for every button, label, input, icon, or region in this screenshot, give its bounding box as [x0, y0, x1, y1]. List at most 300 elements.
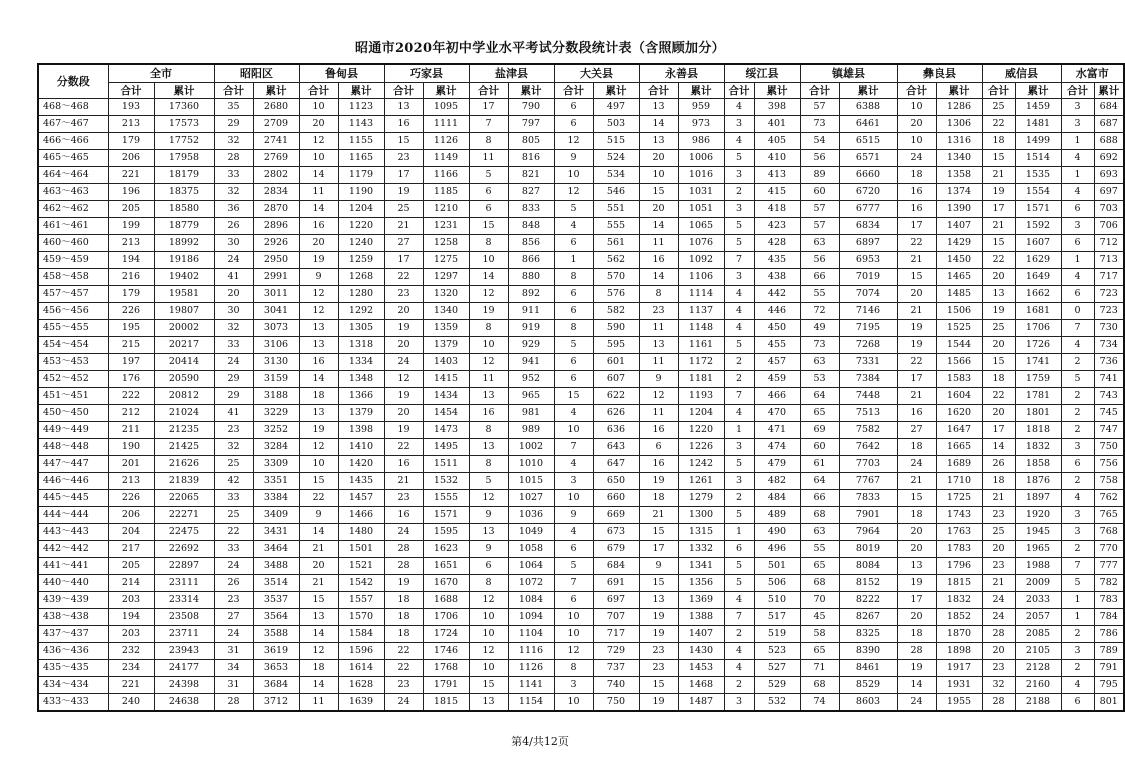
cumulative-cell: 643	[593, 439, 639, 456]
count-cell: 15	[639, 184, 678, 201]
column-header-cumulative: 累计	[936, 83, 982, 99]
count-cell: 56	[800, 252, 839, 269]
cumulative-cell: 1165	[338, 150, 384, 167]
count-cell: 20	[639, 150, 678, 167]
count-cell: 45	[800, 609, 839, 626]
cumulative-cell: 1279	[678, 490, 724, 507]
table-row	[38, 405, 1124, 422]
count-cell: 10	[554, 422, 593, 439]
table-row	[38, 252, 1124, 269]
cumulative-cell: 1341	[678, 558, 724, 575]
count-cell: 16	[639, 252, 678, 269]
count-cell: 13	[469, 524, 508, 541]
cumulative-cell: 8390	[839, 643, 897, 660]
count-cell: 1	[1061, 167, 1094, 184]
cumulative-cell: 7268	[839, 337, 897, 354]
count-cell: 41	[214, 269, 253, 286]
count-cell: 19	[299, 252, 338, 269]
count-cell: 5	[554, 337, 593, 354]
cumulative-cell: 6834	[839, 218, 897, 235]
cumulative-cell: 1092	[678, 252, 724, 269]
score-band-cell: 459～459	[38, 252, 108, 269]
table-row	[38, 184, 1124, 201]
cumulative-cell: 1607	[1015, 235, 1061, 252]
cumulative-cell: 707	[593, 609, 639, 626]
cumulative-cell: 490	[754, 524, 800, 541]
cumulative-cell: 3351	[253, 473, 299, 490]
count-cell: 10	[639, 167, 678, 184]
cumulative-cell: 7331	[839, 354, 897, 371]
count-cell: 3	[554, 677, 593, 694]
count-cell: 68	[800, 677, 839, 694]
cumulative-cell: 601	[593, 354, 639, 371]
page-title: 昭通市2020年初中学业水平考试分数段统计表（含照顾加分）	[355, 41, 725, 56]
cumulative-cell: 20414	[154, 354, 214, 371]
cumulative-cell: 712	[1094, 235, 1124, 252]
cumulative-cell: 1465	[936, 269, 982, 286]
cumulative-cell: 23111	[154, 575, 214, 592]
cumulative-cell: 1801	[1015, 405, 1061, 422]
cumulative-cell: 747	[1094, 422, 1124, 439]
cumulative-cell: 1320	[423, 286, 469, 303]
count-cell: 28	[982, 626, 1015, 643]
count-cell: 22	[897, 354, 936, 371]
count-cell: 17	[897, 592, 936, 609]
cumulative-cell: 479	[754, 456, 800, 473]
count-cell: 14	[299, 371, 338, 388]
cumulative-cell: 19581	[154, 286, 214, 303]
cumulative-cell: 1791	[423, 677, 469, 694]
count-cell: 19	[384, 575, 423, 592]
count-cell: 9	[554, 507, 593, 524]
count-cell: 22	[982, 252, 1015, 269]
count-cell: 215	[108, 337, 154, 354]
count-cell: 14	[639, 269, 678, 286]
count-cell: 20	[214, 286, 253, 303]
count-cell: 206	[108, 507, 154, 524]
cumulative-cell: 1332	[678, 541, 724, 558]
count-cell: 8	[469, 422, 508, 439]
column-header-cumulative: 累计	[253, 83, 299, 99]
count-cell: 7	[724, 609, 754, 626]
cumulative-cell: 1532	[423, 473, 469, 490]
cumulative-cell: 880	[508, 269, 554, 286]
count-cell: 32	[214, 133, 253, 150]
count-cell: 4	[724, 286, 754, 303]
count-cell: 10	[469, 252, 508, 269]
count-cell: 4	[1061, 150, 1094, 167]
cumulative-cell: 723	[1094, 286, 1124, 303]
count-cell: 15	[639, 677, 678, 694]
count-cell: 17	[384, 252, 423, 269]
count-cell: 206	[108, 150, 154, 167]
cumulative-cell: 1356	[678, 575, 724, 592]
cumulative-cell: 1571	[1015, 201, 1061, 218]
count-cell: 176	[108, 371, 154, 388]
count-cell: 3	[724, 167, 754, 184]
cumulative-cell: 1015	[508, 473, 554, 490]
score-band-cell: 455～455	[38, 320, 108, 337]
count-cell: 15	[897, 269, 936, 286]
count-cell: 6	[554, 371, 593, 388]
count-cell: 19	[384, 184, 423, 201]
cumulative-cell: 8325	[839, 626, 897, 643]
count-cell: 18	[982, 473, 1015, 490]
cumulative-cell: 1535	[1015, 167, 1061, 184]
column-header-subtotal: 合计	[554, 83, 593, 99]
table-row	[38, 303, 1124, 320]
cumulative-cell: 684	[593, 558, 639, 575]
cumulative-cell: 1149	[423, 150, 469, 167]
cumulative-cell: 730	[1094, 320, 1124, 337]
cumulative-cell: 3431	[253, 524, 299, 541]
count-cell: 19	[639, 473, 678, 490]
count-cell: 6	[554, 541, 593, 558]
cumulative-cell: 1759	[1015, 371, 1061, 388]
cumulative-cell: 756	[1094, 456, 1124, 473]
count-cell: 11	[299, 694, 338, 712]
cumulative-cell: 1781	[1015, 388, 1061, 405]
cumulative-cell: 1681	[1015, 303, 1061, 320]
cumulative-cell: 6953	[839, 252, 897, 269]
count-cell: 8	[469, 575, 508, 592]
count-cell: 3	[724, 439, 754, 456]
cumulative-cell: 1429	[936, 235, 982, 252]
count-cell: 19	[384, 422, 423, 439]
count-cell: 16	[639, 456, 678, 473]
count-cell: 12	[554, 184, 593, 201]
count-cell: 56	[800, 150, 839, 167]
count-cell: 5	[724, 337, 754, 354]
count-cell: 211	[108, 422, 154, 439]
count-cell: 14	[639, 116, 678, 133]
cumulative-cell: 911	[508, 303, 554, 320]
count-cell: 9	[299, 507, 338, 524]
cumulative-cell: 1487	[678, 694, 724, 712]
table-body	[38, 99, 1124, 712]
cumulative-cell: 1876	[1015, 473, 1061, 490]
cumulative-cell: 965	[508, 388, 554, 405]
count-cell: 21	[897, 473, 936, 490]
score-band-cell: 435～435	[38, 660, 108, 677]
cumulative-cell: 3653	[253, 660, 299, 677]
cumulative-cell: 19807	[154, 303, 214, 320]
column-header-subtotal: 合计	[1061, 83, 1094, 99]
count-cell: 14	[982, 439, 1015, 456]
count-cell: 10	[469, 660, 508, 677]
column-header-subtotal: 合计	[469, 83, 508, 99]
cumulative-cell: 2009	[1015, 575, 1061, 592]
cumulative-cell: 791	[1094, 660, 1124, 677]
count-cell: 15	[982, 354, 1015, 371]
count-cell: 4	[554, 218, 593, 235]
column-header-subtotal: 合计	[108, 83, 154, 99]
count-cell: 226	[108, 303, 154, 320]
count-cell: 27	[214, 609, 253, 626]
score-band-cell: 454～454	[38, 337, 108, 354]
count-cell: 27	[897, 422, 936, 439]
cumulative-cell: 1148	[678, 320, 724, 337]
cumulative-cell: 1584	[338, 626, 384, 643]
column-header-subtotal: 合计	[214, 83, 253, 99]
cumulative-cell: 687	[1094, 116, 1124, 133]
count-cell: 26	[214, 575, 253, 592]
cumulative-cell: 626	[593, 405, 639, 422]
cumulative-cell: 986	[678, 133, 724, 150]
count-cell: 21	[299, 541, 338, 558]
cumulative-cell: 6461	[839, 116, 897, 133]
count-cell: 28	[214, 694, 253, 712]
cumulative-cell: 555	[593, 218, 639, 235]
count-cell: 21	[982, 167, 1015, 184]
table-row	[38, 422, 1124, 439]
cumulative-cell: 1316	[936, 133, 982, 150]
count-cell: 26	[982, 456, 1015, 473]
cumulative-cell: 1647	[936, 422, 982, 439]
count-cell: 5	[724, 507, 754, 524]
cumulative-cell: 7964	[839, 524, 897, 541]
score-band-cell: 449～449	[38, 422, 108, 439]
cumulative-cell: 989	[508, 422, 554, 439]
cumulative-cell: 7582	[839, 422, 897, 439]
count-cell: 4	[1061, 184, 1094, 201]
cumulative-cell: 22692	[154, 541, 214, 558]
table-row	[38, 626, 1124, 643]
cumulative-cell: 827	[508, 184, 554, 201]
count-cell: 4	[724, 303, 754, 320]
count-cell: 55	[800, 541, 839, 558]
column-group-header: 绥江县	[724, 64, 800, 83]
column-group-header: 彝良县	[897, 64, 982, 83]
count-cell: 57	[800, 218, 839, 235]
column-group-header: 水富市	[1061, 64, 1124, 83]
count-cell: 2	[1061, 388, 1094, 405]
count-cell: 15	[982, 235, 1015, 252]
cumulative-cell: 1231	[423, 218, 469, 235]
table-row	[38, 473, 1124, 490]
cumulative-cell: 8084	[839, 558, 897, 575]
count-cell: 25	[982, 524, 1015, 541]
column-header-subtotal: 合计	[800, 83, 839, 99]
count-cell: 14	[639, 218, 678, 235]
count-cell: 194	[108, 252, 154, 269]
count-cell: 22	[299, 490, 338, 507]
cumulative-cell: 1300	[678, 507, 724, 524]
count-cell: 4	[724, 99, 754, 116]
count-cell: 2	[1061, 473, 1094, 490]
count-cell: 3	[1061, 439, 1094, 456]
count-cell: 60	[800, 184, 839, 201]
count-cell: 6	[1061, 286, 1094, 303]
count-cell: 17	[982, 201, 1015, 218]
cumulative-cell: 1459	[1015, 99, 1061, 116]
count-cell: 5	[554, 201, 593, 218]
cumulative-cell: 1058	[508, 541, 554, 558]
cumulative-cell: 1095	[423, 99, 469, 116]
cumulative-cell: 866	[508, 252, 554, 269]
count-cell: 22	[982, 388, 1015, 405]
count-cell: 16	[384, 116, 423, 133]
cumulative-cell: 2769	[253, 150, 299, 167]
cumulative-cell: 2802	[253, 167, 299, 184]
table-row	[38, 337, 1124, 354]
score-distribution-table	[37, 63, 1125, 712]
cumulative-cell: 1172	[678, 354, 724, 371]
count-cell: 5	[724, 150, 754, 167]
count-cell: 20	[897, 286, 936, 303]
cumulative-cell: 457	[754, 354, 800, 371]
cumulative-cell: 1688	[423, 592, 469, 609]
count-cell: 2	[724, 371, 754, 388]
cumulative-cell: 1334	[338, 354, 384, 371]
count-cell: 18	[299, 388, 338, 405]
count-cell: 16	[639, 422, 678, 439]
cumulative-cell: 1193	[678, 388, 724, 405]
cumulative-cell: 438	[754, 269, 800, 286]
count-cell: 23	[639, 303, 678, 320]
score-band-cell: 439～439	[38, 592, 108, 609]
count-cell: 1	[554, 252, 593, 269]
column-header-cumulative: 累计	[1015, 83, 1061, 99]
count-cell: 11	[639, 354, 678, 371]
table-row	[38, 150, 1124, 167]
count-cell: 21	[982, 575, 1015, 592]
count-cell: 193	[108, 99, 154, 116]
cumulative-cell: 7833	[839, 490, 897, 507]
count-cell: 13	[897, 558, 936, 575]
count-cell: 33	[214, 337, 253, 354]
cumulative-cell: 7767	[839, 473, 897, 490]
cumulative-cell: 22065	[154, 490, 214, 507]
cumulative-cell: 3159	[253, 371, 299, 388]
table-header-row-groups	[38, 64, 1124, 83]
count-cell: 5	[554, 558, 593, 575]
cumulative-cell: 770	[1094, 541, 1124, 558]
count-cell: 63	[800, 354, 839, 371]
cumulative-cell: 1185	[423, 184, 469, 201]
cumulative-cell: 1434	[423, 388, 469, 405]
count-cell: 73	[800, 116, 839, 133]
count-cell: 197	[108, 354, 154, 371]
score-band-cell: 463～463	[38, 184, 108, 201]
page-footer: 第4/共12页	[511, 735, 569, 748]
count-cell: 23	[639, 660, 678, 677]
cumulative-cell: 20812	[154, 388, 214, 405]
count-cell: 15	[639, 524, 678, 541]
cumulative-cell: 3284	[253, 439, 299, 456]
cumulative-cell: 1832	[1015, 439, 1061, 456]
cumulative-cell: 8461	[839, 660, 897, 677]
cumulative-cell: 1724	[423, 626, 469, 643]
cumulative-cell: 765	[1094, 507, 1124, 524]
table-row	[38, 575, 1124, 592]
count-cell: 4	[724, 320, 754, 337]
count-cell: 9	[639, 371, 678, 388]
cumulative-cell: 729	[593, 643, 639, 660]
table-row	[38, 388, 1124, 405]
score-band-cell: 440～440	[38, 575, 108, 592]
count-cell: 9	[469, 541, 508, 558]
count-cell: 14	[469, 269, 508, 286]
count-cell: 13	[469, 388, 508, 405]
cumulative-cell: 673	[593, 524, 639, 541]
count-cell: 16	[299, 354, 338, 371]
count-cell: 3	[724, 201, 754, 218]
cumulative-cell: 805	[508, 133, 554, 150]
cumulative-cell: 1398	[338, 422, 384, 439]
cumulative-cell: 833	[508, 201, 554, 218]
cumulative-cell: 1410	[338, 439, 384, 456]
cumulative-cell: 3409	[253, 507, 299, 524]
table-row	[38, 320, 1124, 337]
count-cell: 5	[724, 218, 754, 235]
count-cell: 41	[214, 405, 253, 422]
count-cell: 8	[554, 320, 593, 337]
cumulative-cell: 6388	[839, 99, 897, 116]
cumulative-cell: 1689	[936, 456, 982, 473]
cumulative-cell: 784	[1094, 609, 1124, 626]
count-cell: 21	[384, 218, 423, 235]
count-cell: 25	[384, 201, 423, 218]
count-cell: 196	[108, 184, 154, 201]
cumulative-cell: 7513	[839, 405, 897, 422]
cumulative-cell: 1480	[338, 524, 384, 541]
count-cell: 14	[299, 201, 338, 218]
score-band-cell: 450～450	[38, 405, 108, 422]
cumulative-cell: 693	[1094, 167, 1124, 184]
cumulative-cell: 741	[1094, 371, 1124, 388]
column-group-header: 大关县	[554, 64, 639, 83]
count-cell: 69	[800, 422, 839, 439]
cumulative-cell: 790	[508, 99, 554, 116]
count-cell: 10	[554, 490, 593, 507]
count-cell: 24	[214, 626, 253, 643]
count-cell: 2	[1061, 354, 1094, 371]
count-cell: 9	[639, 558, 678, 575]
cumulative-cell: 24177	[154, 660, 214, 677]
column-group-header: 全市	[108, 64, 214, 83]
count-cell: 214	[108, 575, 154, 592]
cumulative-cell: 18375	[154, 184, 214, 201]
cumulative-cell: 1407	[678, 626, 724, 643]
cumulative-cell: 3252	[253, 422, 299, 439]
count-cell: 240	[108, 694, 154, 712]
cumulative-cell: 723	[1094, 303, 1124, 320]
cumulative-cell: 466	[754, 388, 800, 405]
cumulative-cell: 821	[508, 167, 554, 184]
cumulative-cell: 801	[1094, 694, 1124, 712]
count-cell: 2	[1061, 626, 1094, 643]
cumulative-cell: 1620	[936, 405, 982, 422]
column-header-subtotal: 合计	[639, 83, 678, 99]
count-cell: 6	[639, 439, 678, 456]
cumulative-cell: 743	[1094, 388, 1124, 405]
count-cell: 9	[469, 507, 508, 524]
cumulative-cell: 1706	[423, 609, 469, 626]
cumulative-cell: 1725	[936, 490, 982, 507]
cumulative-cell: 20217	[154, 337, 214, 354]
count-cell: 13	[469, 439, 508, 456]
count-cell: 10	[554, 167, 593, 184]
count-cell: 14	[897, 677, 936, 694]
count-cell: 8	[469, 235, 508, 252]
cumulative-cell: 2896	[253, 218, 299, 235]
score-band-cell: 461～461	[38, 218, 108, 235]
count-cell: 212	[108, 405, 154, 422]
count-cell: 24	[897, 456, 936, 473]
count-cell: 24	[214, 252, 253, 269]
cumulative-cell: 7448	[839, 388, 897, 405]
